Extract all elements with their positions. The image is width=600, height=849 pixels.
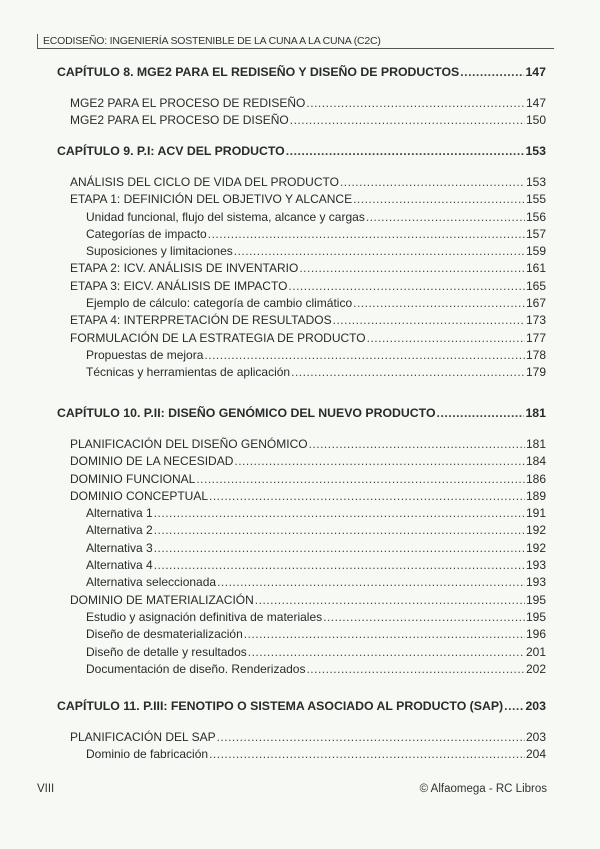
chapter-heading[interactable] — [57, 62, 546, 82]
dot-leader — [154, 522, 525, 539]
entry-title: Ejemplo de cálculo: categoría de cambio climático — [86, 296, 353, 311]
entry-title: DOMINIO DE LA NECESIDAD — [70, 454, 234, 469]
toc-entry[interactable] — [57, 729, 546, 746]
entry-title: Diseño de desmaterialización — [86, 627, 243, 642]
dot-leader — [154, 540, 525, 557]
entry-title: MGE2 PARA EL PROCESO DE REDISEÑO — [70, 96, 306, 110]
toc-entry[interactable] — [57, 278, 546, 295]
dot-leader — [286, 141, 525, 161]
entry-page: 155 — [525, 192, 546, 207]
dot-leader — [306, 661, 525, 678]
dot-leader — [255, 592, 525, 609]
dot-leader — [323, 609, 525, 626]
entry-page: 156 — [525, 209, 546, 224]
entry-page: 201 — [525, 644, 546, 659]
entry-page: 193 — [525, 558, 546, 573]
entry-page: 204 — [525, 747, 546, 762]
dot-leader — [209, 746, 525, 763]
toc-entry[interactable] — [57, 540, 546, 557]
dot-leader — [288, 278, 525, 295]
dot-leader — [234, 453, 525, 470]
entry-title: PLANIFICACIÓN DEL SAP — [70, 730, 216, 744]
running-header: ECODISEÑO: INGENIERÍA SOSTENIBLE DE LA CUNA A LA CUNA (C2C) — [37, 34, 554, 49]
entry-page: 177 — [525, 330, 546, 345]
toc-entry[interactable] — [57, 191, 546, 208]
toc-entry[interactable] — [57, 746, 546, 763]
entry-title: ETAPA 3: EICV. ANÁLISIS DE IMPACTO — [70, 278, 288, 293]
dot-leader — [208, 226, 525, 243]
entry-page: 203 — [525, 699, 546, 713]
toc-entry[interactable] — [57, 330, 546, 347]
entry-page: 161 — [525, 261, 546, 276]
entry-title: Alternativa 3 — [86, 540, 153, 555]
entry-title: Alternativa 1 — [86, 506, 153, 521]
entry-title: Diseño de detalle y resultados — [86, 644, 247, 659]
chapter-section — [57, 696, 546, 764]
entry-page: 184 — [525, 454, 546, 469]
toc-entry[interactable] — [57, 364, 546, 381]
toc-entry[interactable] — [57, 95, 546, 112]
entry-title: CAPÍTULO 11. P.III: FENOTIPO O SISTEMA ASOCIADO AL PRODUCTO (SAP) — [57, 699, 504, 713]
dot-leader — [154, 557, 525, 574]
dot-leader — [248, 644, 525, 661]
toc-entry[interactable] — [57, 243, 546, 260]
dot-leader — [460, 62, 524, 82]
dot-leader — [244, 626, 525, 643]
toc-entry[interactable] — [57, 112, 546, 129]
entry-title: ANÁLISIS DEL CICLO DE VIDA DEL PRODUCTO — [70, 175, 339, 189]
entry-page: 195 — [525, 609, 546, 624]
toc-entry[interactable] — [57, 453, 546, 470]
dot-leader — [309, 436, 525, 453]
entry-title: MGE2 PARA EL PROCESO DE DISEÑO — [70, 113, 289, 128]
chapter-heading[interactable] — [57, 141, 546, 161]
toc-entry[interactable] — [57, 574, 546, 591]
dot-leader — [504, 696, 524, 716]
dot-leader — [437, 403, 525, 423]
publisher-credit: © Alfaomega - RC Libros — [419, 783, 547, 795]
toc-entry[interactable] — [57, 644, 546, 661]
entry-page: 186 — [525, 471, 546, 486]
entry-page: 178 — [525, 347, 546, 362]
dot-leader — [217, 574, 525, 591]
toc-entry[interactable] — [57, 592, 546, 609]
entry-page: 167 — [525, 296, 546, 311]
entry-page: 179 — [525, 365, 546, 380]
dot-leader — [290, 112, 525, 129]
entry-title: ETAPA 4: INTERPRETACIÓN DE RESULTADOS — [70, 313, 332, 328]
entry-title: ETAPA 2: ICV. ANÁLISIS DE INVENTARIO — [70, 261, 299, 276]
entry-page: 202 — [525, 661, 546, 676]
entry-title: CAPÍTULO 9. P.I: ACV DEL PRODUCTO — [57, 144, 285, 158]
entry-page: 173 — [525, 313, 546, 328]
toc-entry[interactable] — [57, 209, 546, 226]
toc-entry[interactable] — [57, 505, 546, 522]
dot-leader — [217, 729, 525, 746]
entry-page: 195 — [525, 592, 546, 607]
chapter-section — [57, 403, 546, 678]
chapter-heading[interactable] — [57, 403, 546, 423]
entry-page: 189 — [525, 488, 546, 503]
entry-page: 181 — [525, 437, 546, 451]
toc-entry[interactable] — [57, 471, 546, 488]
dot-leader — [209, 488, 525, 505]
dot-leader — [291, 364, 525, 381]
entry-page: 147 — [525, 65, 546, 79]
entry-page: 191 — [525, 506, 546, 521]
entry-page: 159 — [525, 244, 546, 259]
page-number: VIII — [37, 783, 55, 795]
entry-page: 192 — [525, 540, 546, 555]
entry-title: Técnicas y herramientas de aplicación — [86, 365, 291, 380]
toc-entry[interactable] — [57, 609, 546, 626]
dot-leader — [333, 312, 525, 329]
entry-page: 203 — [525, 730, 546, 744]
dot-leader — [353, 191, 525, 208]
entry-page: 196 — [525, 627, 546, 642]
chapter-section — [57, 141, 546, 382]
entry-title: Alternativa 2 — [86, 523, 153, 538]
toc-entry[interactable] — [57, 626, 546, 643]
entry-title: Documentación de diseño. Renderizados — [86, 661, 306, 676]
dot-leader — [340, 174, 525, 191]
entry-title: CAPÍTULO 8. MGE2 PARA EL REDISEÑO Y DISEÑO DE PRODUCTOS — [57, 65, 460, 79]
entry-page: 147 — [525, 96, 546, 110]
entry-page: 192 — [525, 523, 546, 538]
entry-page: 153 — [525, 175, 546, 189]
entry-page: 153 — [525, 144, 546, 158]
entry-title: Suposiciones y limitaciones — [86, 244, 233, 259]
toc-entry[interactable] — [57, 174, 546, 191]
dot-leader — [196, 471, 525, 488]
toc-entry[interactable] — [57, 295, 546, 312]
entry-title: Dominio de fabricación — [86, 747, 209, 762]
toc-entry[interactable] — [57, 436, 546, 453]
toc-entry[interactable] — [57, 347, 546, 364]
toc-entry[interactable] — [57, 260, 546, 277]
entry-page: 181 — [525, 406, 546, 420]
entry-page: 193 — [525, 575, 546, 590]
entry-title: PLANIFICACIÓN DEL DISEÑO GENÓMICO — [70, 437, 308, 451]
toc-entry[interactable] — [57, 312, 546, 329]
entry-title: ETAPA 1: DEFINICIÓN DEL OBJETIVO Y ALCANCE — [70, 192, 353, 207]
entry-title: DOMINIO DE MATERIALIZACIÓN — [70, 592, 254, 607]
entry-title: DOMINIO FUNCIONAL — [70, 471, 196, 486]
entry-page: 150 — [525, 113, 546, 128]
dot-leader — [366, 209, 525, 226]
toc-entry[interactable] — [57, 226, 546, 243]
entry-title: DOMINIO CONCEPTUAL — [70, 488, 209, 503]
chapter-section — [57, 62, 546, 130]
entry-title: Alternativa seleccionada — [86, 575, 217, 590]
entry-title: Categorías de impacto — [86, 226, 207, 241]
dot-leader — [353, 295, 525, 312]
entry-title: Unidad funcional, flujo del sistema, alcance y cargas — [86, 209, 365, 224]
entry-title: Estudio y asignación definitiva de materiales — [86, 609, 323, 624]
entry-page: 157 — [525, 226, 546, 241]
toc-entry[interactable] — [57, 557, 546, 574]
dot-leader — [306, 95, 525, 112]
entry-title: Alternativa 4 — [86, 558, 153, 573]
dot-leader — [204, 347, 525, 364]
dot-leader — [154, 505, 525, 522]
chapter-heading[interactable] — [57, 696, 546, 716]
entry-page: 165 — [525, 278, 546, 293]
dot-leader — [367, 330, 525, 347]
toc-entry[interactable] — [57, 522, 546, 539]
entry-title: Propuestas de mejora — [86, 347, 204, 362]
toc-entry[interactable] — [57, 488, 546, 505]
entry-title: FORMULACIÓN DE LA ESTRATEGIA DE PRODUCTO — [70, 330, 366, 345]
entry-title: CAPÍTULO 10. P.II: DISEÑO GENÓMICO DEL NUEVO PRODUCTO — [57, 406, 436, 420]
dot-leader — [299, 260, 525, 277]
dot-leader — [234, 243, 525, 260]
toc-entry[interactable] — [57, 661, 546, 678]
